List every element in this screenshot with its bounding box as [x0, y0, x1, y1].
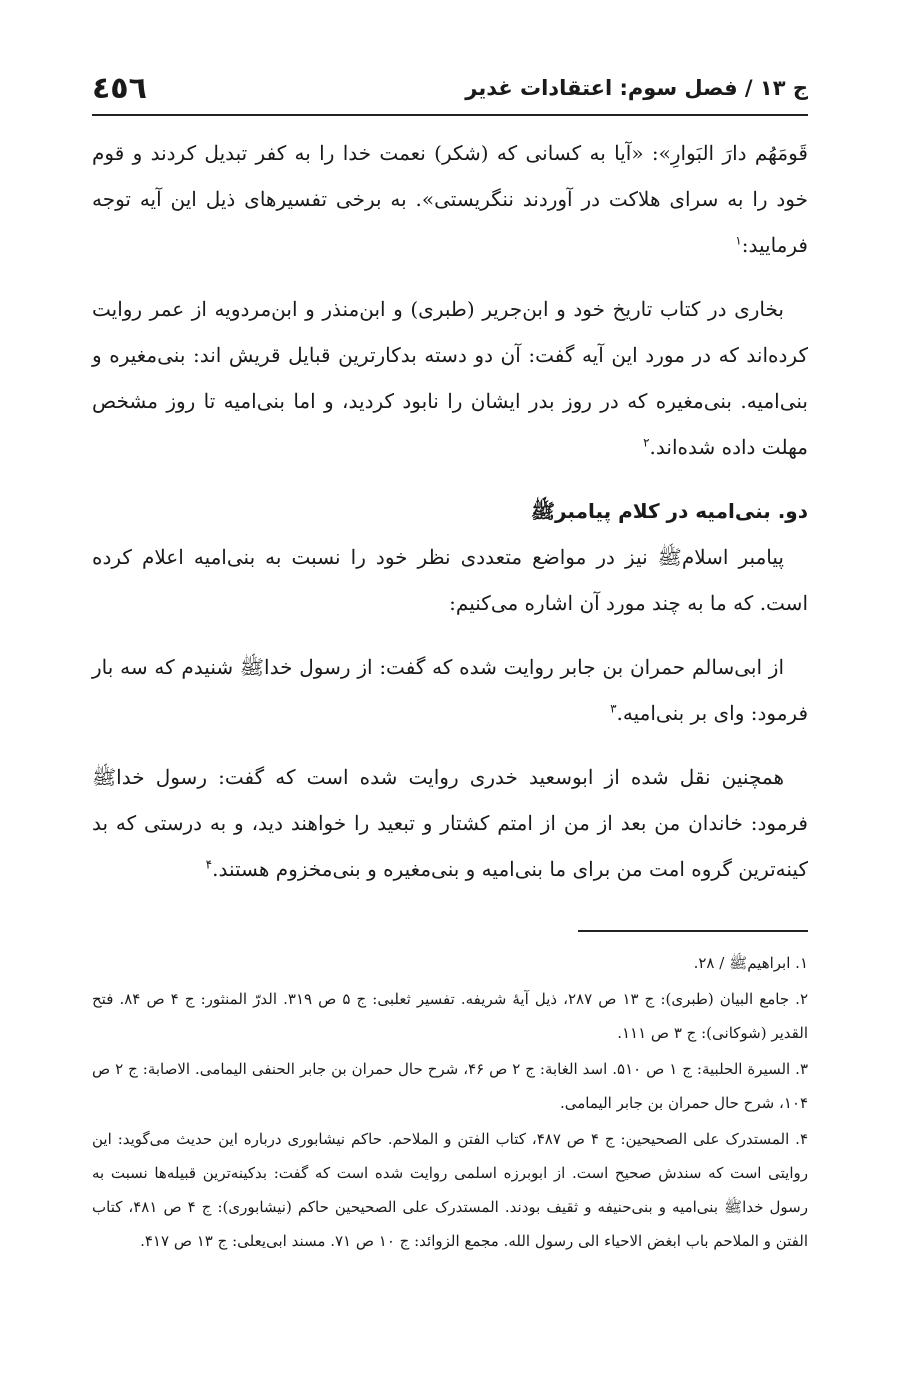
paragraph-5-text: همچنین نقل شده از ابوسعید خدری روایت شده است که گفت: رسول خداﷺ فرمود: خاندان من بعد از من از امتم کشتار و تبعید را خواهند دید، و به درستی که بد کینه‌ترین گروه امت من برای ما بنی‌امیه و بنی‌مغیره و بنی‌مخزوم هستند. — [92, 765, 808, 881]
paragraph-5 — [92, 754, 808, 892]
paragraph-2-text: بخاری در کتاب تاریخ خود و ابن‌جریر (طبری) و ابن‌منذر و ابن‌مردویه از عمر روایت کرده‌اند که در مورد این آیه گفت: آن دو دسته بدکارترین قبایل قریش اند: بنی‌مغیره و بنی‌امیه. بنی‌مغیره که در روز بدر ایشان را نابود کردید، و اما بنی‌امیه تا روز مشخص مهلت داده شده‌اند. — [92, 297, 808, 459]
footnote-ref-3: ۳ — [610, 701, 617, 716]
page-number: ٤٥٦ — [92, 70, 147, 106]
section-heading: دو. بنی‌امیه در کلام پیامبرﷺ — [530, 499, 808, 523]
paragraph-2 — [92, 286, 808, 470]
main-text — [92, 130, 808, 910]
footnote-ref-1: ۱ — [735, 233, 742, 248]
paragraph-1 — [92, 130, 808, 268]
paragraph-3-text: پیامبر اسلامﷺ نیز در مواضع متعددی نظر خود را نسبت به بنی‌امیه اعلام کرده است. که ما به چند مورد آن اشاره می‌کنیم: — [92, 545, 808, 615]
footnote-ref-4: ۴ — [205, 857, 213, 872]
footnote-4: ۴. المستدرک علی الصحیحین: ج ۴ ص ۴۸۷، کتاب الفتن و الملاحم. حاکم نیشابوری درباره این حدیث می‌گوید: این روایتی است که سندش صحیح است. از ابوبرزه اسلمی روایت شده است که گفت: بدکینه‌ترین قبیله‌ها نسبت به رسول خداﷺ بنی‌امیه و بنی‌حنیفه و ثقیف بودند. المستدرک علی الصحیحین حاکم (نیشابوری): ج ۴ ص ۴۸۱، کتاب الفتن و الملاحم باب ابغض الاحیاء الی رسول الله. مجمع الزوائد: ج ۱۰ ص ۷۱. مسند ابی‌یعلی: ج ۱۳ ص ۴۱۷. — [92, 1130, 808, 1250]
running-title: ج ۱۳ / فصل سوم: اعتقادات غدیر — [465, 76, 808, 100]
footnote-ref-2: ۲ — [643, 435, 650, 450]
paragraph-4-text: از ابی‌سالم حمران بن جابر روایت شده که گفت: از رسول خداﷺ شنیدم که سه بار فرمود: وای بر بنی‌امیه. — [92, 655, 808, 725]
footnotes — [92, 930, 808, 1260]
paragraph-4 — [92, 644, 808, 736]
page-header — [92, 62, 808, 116]
footnote-1: ۱. ابراهیمﷺ / ۲۸. — [693, 954, 808, 972]
paragraph-1-text: قَومَهُم دارَ البَوارِ»: «آیا به کسانی که (شکر) نعمت خدا را به کفر تبدیل کردند و قوم خود را به سرای هلاکت در آوردند ننگریستی». به برخی تفسیرهای ذیل این آیه توجه فرمایید: — [92, 141, 808, 257]
footnote-3: ۳. السیرة الحلبیة: ج ۱ ص ۵۱۰. اسد الغابة: ج ۲ ص ۴۶، شرح حال حمران بن جابر الحنفی الیمامی. الاصابة: ج ۲ ص ۱۰۴، شرح حال حمران بن جابر الیمامی. — [92, 1060, 809, 1112]
paragraph-3 — [92, 534, 808, 626]
footnote-divider — [578, 930, 808, 932]
footnote-2: ۲. جامع البیان (طبری): ج ۱۳ ص ۲۸۷، ذیل آیهٔ شریفه. تفسیر ثعلبی: ج ۵ ص ۳۱۹. الدرّ المنثور: ج ۴ ص ۸۴. فتح القدیر (شوکانی): ج ۳ ص ۱۱۱. — [92, 990, 809, 1042]
